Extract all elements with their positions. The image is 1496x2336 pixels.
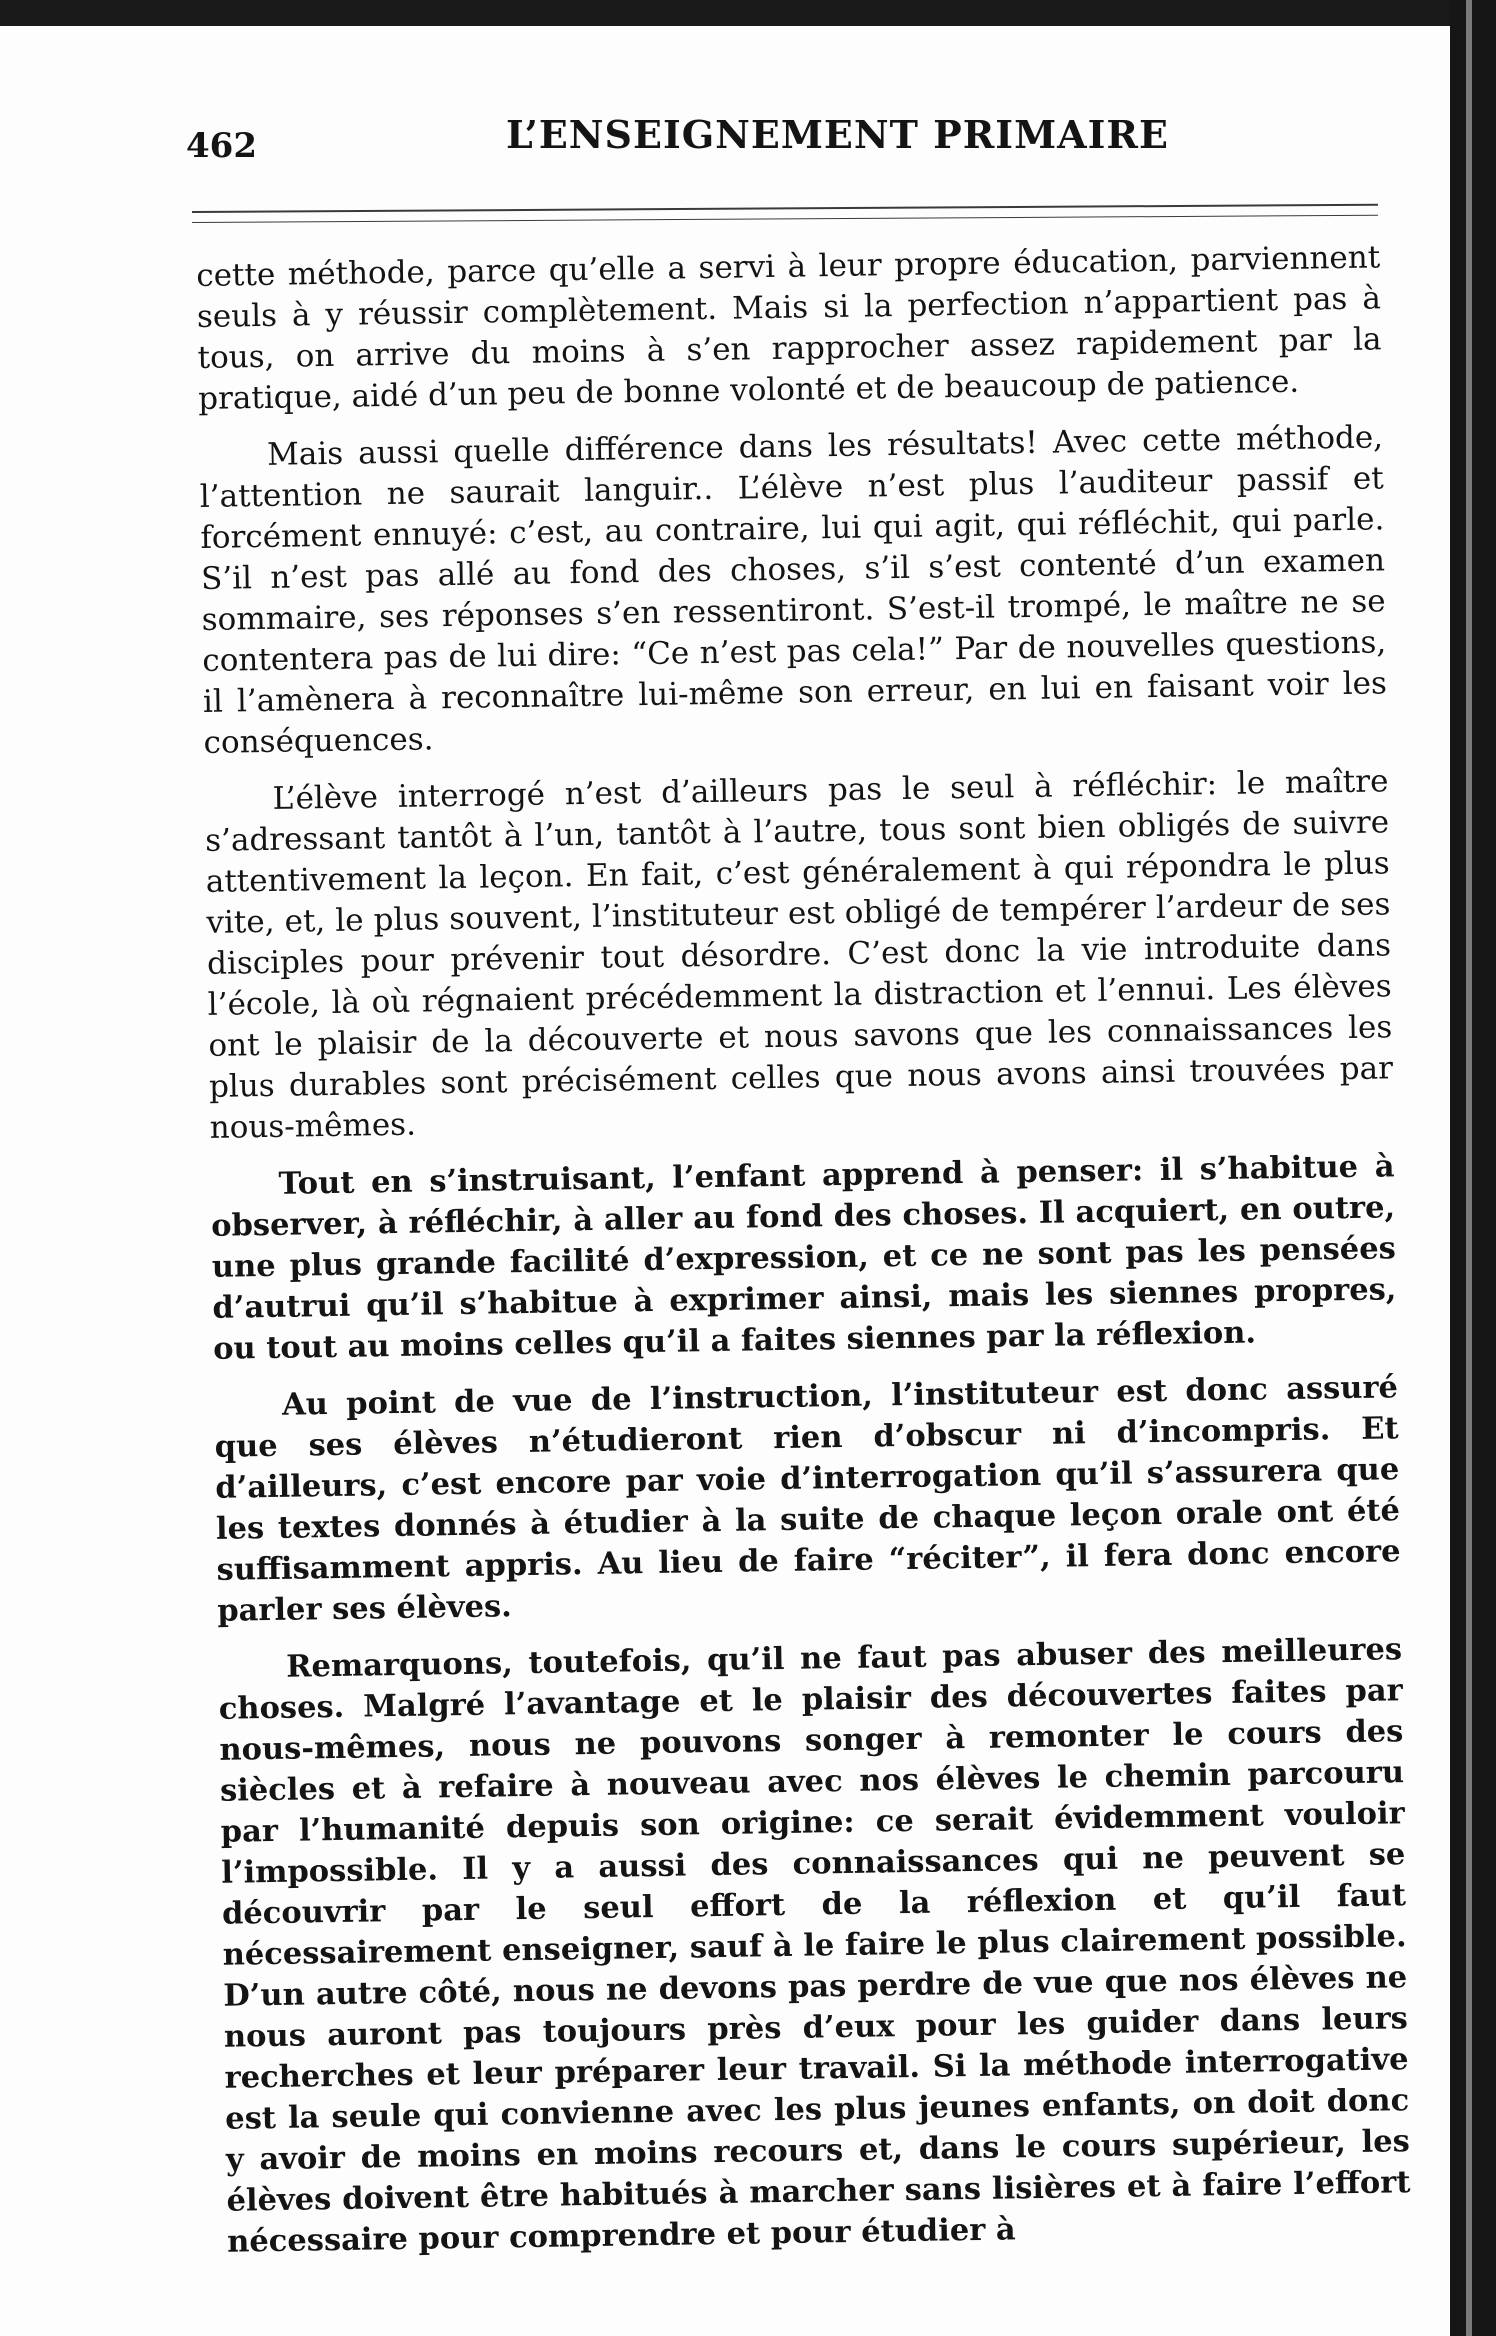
running-title: L’ENSEIGNEMENT PRIMAIRE — [506, 112, 1169, 157]
page-number: 462 — [186, 126, 257, 166]
paragraph-6: Remarquons, toutefois, qu’il ne faut pas abuser des meilleures choses. Malgré l’avantage et le plaisir des découvertes faites par nous-mêmes, nous ne pouvons songer à remonter le cours des siècles et à refaire à nouveau avec nos élèves le chemin parcouru par l’humanité depuis son origine: ce serait évidemment vouloir l’impossible. Il y a aussi des connaissances qui ne peuvent se découvrir par le seul effort de la réflexion et qu’il faut nécessairement enseigner, sauf à le faire le plus clairement possible. D’un autre côté, nous ne devons pas perdre de vue que nos élèves ne nous auront pas toujours près d’eux pour les guider dans leurs recherches et leur préparer leur travail. Si la méthode interrogative est la seule qui convienne avec les plus jeunes enfants, on doit donc y avoir de moins en moins recours et, dans le cours supérieur, les élèves doivent être habitués à marcher sans lisières et à faire l’effort nécessaire pour comprendre et pour étudier à — [218, 1631, 1411, 2260]
page-header — [186, 102, 1376, 172]
paragraph-2: Mais aussi quelle différence dans les résultats! Avec cette méthode, l’attention ne saurait languir.. L’élève n’est plus l’auditeur passif et forcément ennuyé: c’est, au contraire, lui qui agit, qui réfléchit, qui parle. S’il n’est pas allé au fond des choses, s’il s’est contenté d’un examen sommaire, ses réponses s’en ressentiront. S’est-il trompé, le maître ne se contentera pas de lui dire: “Ce n’est pas cela!” Par de nouvelles questions, il l’amènera à reconnaître lui-même son erreur, en lui en faisant voir les conséquences. — [199, 419, 1388, 761]
paragraph-4: Tout en s’instruisant, l’enfant apprend à penser: il s’habitue à observer, à réfléchir, à aller au fond des choses. Il acquiert, en outre, une plus grande facilité d’expression, et ce ne sont pas les pensées d’autrui qu’il s’habitue à exprimer ainsi, mais les siennes propres, ou tout au moins celles qu’il a faites siennes par la réflexion. — [210, 1148, 1397, 1367]
book-spine-gap — [1466, 0, 1472, 2336]
paragraph-5: Au point de vue de l’instruction, l’instituteur est donc assuré que ses élèves n’étudieront rien d’obscur ni d’incompris. Et d’ailleurs, c’est encore par voie d’interrogation qu’il s’assurera que les textes donnés à étudier à la suite de chaque leçon orale ont été suffisamment appris. Au lieu de faire “réciter”, il fera donc encore parler ses élèves. — [214, 1369, 1401, 1629]
paragraph-3: L’élève interrogé n’est d’ailleurs pas le seul à réfléchir: le maître s’adressant tantôt à l’un, tantôt à l’autre, tous sont bien obligés de suivre attentivement la leçon. En fait, c’est généralement à qui répondra le plus vite, et, le plus souvent, l’instituteur est obligé de tempérer l’ardeur de ses disciples pour prévenir tout désordre. C’est donc la vie introduite dans l’école, là où régnaient précédemment la distraction et l’ennui. Les élèves ont le plaisir de la découverte et nous savons que les connaissances les plus durables sont précisément celles que nous avons ainsi trouvées par nous-mêmes. — [204, 763, 1394, 1146]
paragraph-1: cette méthode, parce qu’elle a servi à leur propre éducation, parviennent seuls à y réussir complètement. Mais si la perfection n’appartient pas à tous, on arrive du moins à s’en rapprocher assez rapidement par la pratique, aidé d’un peu de bonne volonté et de beaucoup de patience. — [196, 239, 1382, 417]
scan-top-edge — [0, 0, 1496, 26]
book-spine-edge — [1450, 0, 1496, 2336]
body-text — [196, 237, 1411, 2260]
